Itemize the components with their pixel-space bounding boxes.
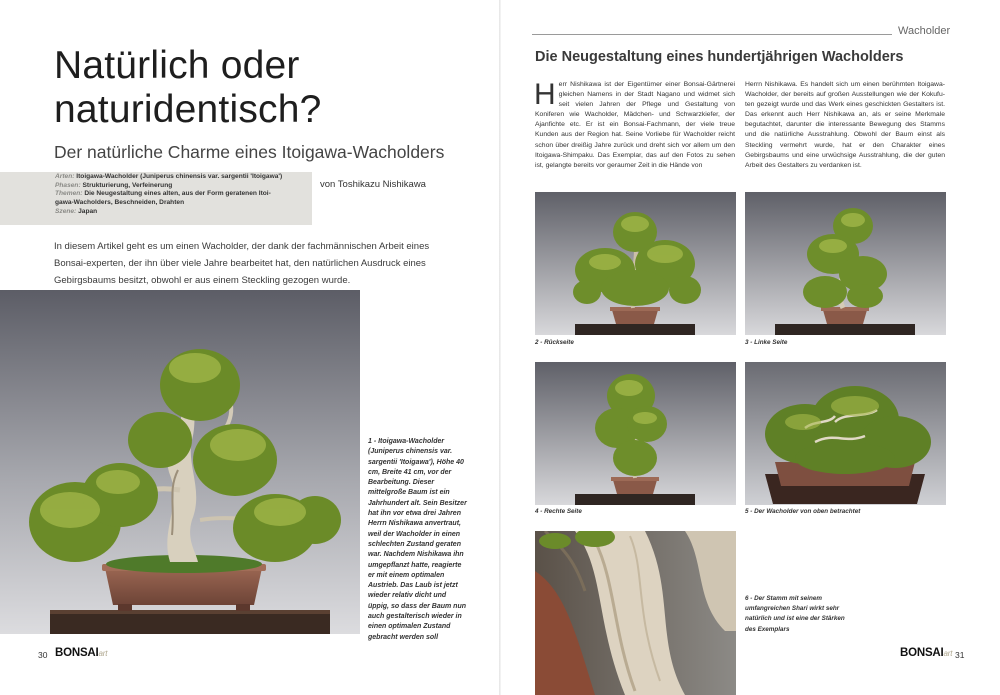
info-value-themen: Die Neugestaltung eines alten, aus der Form geratenen Itoi- [84,190,271,198]
info-label-szene: Szene: [55,207,77,215]
info-label-phasen: Phasen: [55,181,81,189]
article-headline [54,44,474,132]
logo-swash-right: art [943,649,953,658]
caption-photo-6: 6 - Der Stamm mit seinem umfangreichen Shari wirkt sehr natürlich und ist eine der Stärken des Exemplars [745,595,845,633]
logo-text-right: BONSAI [900,647,944,659]
caption-photo-3: 3 - Linke Seite [745,339,788,346]
logo-swash: art [98,649,108,658]
caption-photo-4: 4 - Rechte Seite [535,508,582,515]
page-number-right: 31 [955,650,965,660]
caption-photo-2: 2 - Rückseite [535,339,574,346]
main-bonsai-image [0,290,360,634]
section-headline: Die Neugestaltung eines hundertjährigen Wacholders [535,49,904,65]
main-bonsai-photo [0,290,360,634]
headline-line-1: Natürlich oder [54,44,300,87]
intro-paragraph: In diesem Artikel geht es um einen Wacholder, der dank der fachmännischen Arbeit eines Bonsai-experten, der ihn über viele Jahre bearbeitet hat, den natürlichen Ausdruck eines Gebirgsbaums besitzt, obwohl er aus einem Steckling gezogen wurde. [54,241,430,287]
info-box [0,172,312,225]
info-label-themen: Themen: [55,190,83,198]
page-number-left: 30 [38,650,48,660]
info-value-phasen: Strukturierung, Verfeinerung [82,181,173,189]
info-row-arten [55,173,312,182]
column-1-text: err Nishikawa ist der Eigentümer einer Bonsai-Gärtnerei gleichen Namens in der Stadt Nagano und widmet sich seit vielen Jahren der Pflege und Gestaltung von Koniferen wie Wacholder, Mädchen- und Schwarzkiefer, der Ajanfichte etc. Er ist ein Bonsai-Fachmann, der viele treue Kunden aus der Region hat. Seine Vorliebe für Wacholder reicht schon über dreißig Jahre zurück und dreht sich vor allem um den Itoigawa-Shimpaku. Das Exemplar, das auf den Fotos zu sehen ist, gelangte bereits vor geraumer Zeit in die Hände von [535,81,735,169]
section-rule [532,34,946,35]
photo-left-side [745,192,946,335]
photo-top-view [745,362,946,505]
photo-rear-view [535,192,736,335]
section-tag: Wacholder [892,25,950,37]
top-view-image [745,362,946,505]
trunk-closeup-image [535,531,736,695]
info-row-szene [55,208,312,217]
rear-view-image [535,192,736,335]
logo-text: BONSAI [55,647,99,659]
author-byline: von Toshikazu Nishikawa [320,179,426,190]
drop-cap: H [534,78,556,111]
caption-photo-5: 5 - Der Wacholder von oben betrachtet [745,508,861,515]
info-row-themen-cont [55,199,312,208]
caption-photo-1: 1 - Itoigawa-Wacholder (Juniperus chinensis var. sargentii 'Itoigawa'), Höhe 40 cm, Breite 41 cm, vor der Bearbeitung. Dieser mittelgroße Baum ist ein Jahrhundert alt. Sein Besitzer hat ihn vor etwa drei Jahren Herrn Nishikawa anvertraut, weil der Wacholder in einen schlechten Zustand geraten war. Nachdem Nishikawa ihn umgepflanzt hatte, reagierte er mit einem optimalen Austrieb. Das Laub ist jetzt wieder relativ dicht und üppig, so dass der Baum nun auch gestalterisch wieder in einen optimalen Zustand gebracht werden soll [368,438,467,641]
body-column-1 [535,80,735,171]
photo-right-side [535,362,736,505]
article-subtitle: Der natürliche Charme eines Itoigawa-Wacholders [54,142,445,162]
info-row-phasen [55,182,312,191]
info-label-arten: Arten: [55,173,75,180]
magazine-logo-left [55,647,107,659]
info-value-arten: Itoigawa-Wacholder (Juniperus chinensis var. sargentii 'Itoigawa') [76,173,283,180]
headline-line-2: naturidentisch? [54,88,322,131]
right-side-image [535,362,736,505]
info-row-themen [55,190,312,199]
left-side-image [745,192,946,335]
page-gutter [499,0,501,695]
photo-trunk-closeup [535,531,736,695]
info-value-themen-cont: gawa-Wacholders, Beschneiden, Drahten [55,199,185,207]
body-column-2: Herrn Nishikawa. Es handelt sich um einen berühmten Itoigawa-Wacholder, der bereits auf großen Ausstellungen wie der Kokufu-ten gezeigt wurde und das Werk eines geschickten Gestalters ist. Das erkennt auch Herr Nishikawa an, als er seine Merkmale begutachtet, darunter die interessante Bewegung des Stamms und die natürliche Ausstrahlung. Obwohl der Baum einst als Steckling vermehrt wurde, hat er den Charakter eines Gebirgsbaums und eine urwüchsige Ausstrahlung, die der guten Arbeit des Gestalters zu verdanken ist. [745,81,945,169]
magazine-logo-right [900,647,952,659]
info-value-szene: Japan [78,207,98,215]
